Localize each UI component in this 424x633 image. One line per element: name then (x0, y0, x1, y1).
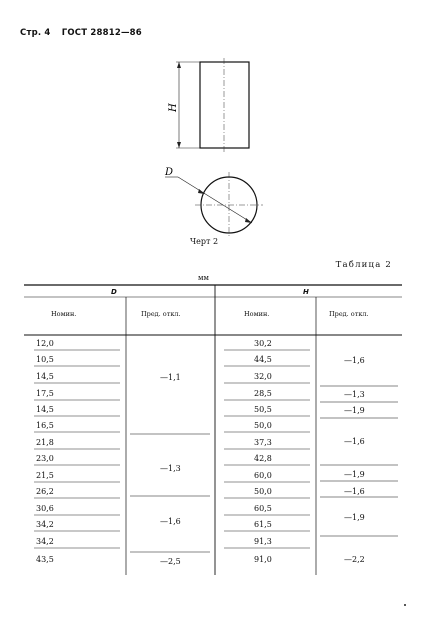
d-value: 34,2 (36, 520, 54, 529)
d-value: 12,0 (36, 339, 54, 348)
group-header-d: D (111, 288, 117, 296)
h-tolerance: —1,6 (344, 437, 365, 446)
d-value: 14,5 (36, 405, 54, 414)
h-value: 91,3 (254, 537, 272, 546)
d-value: 26,2 (36, 487, 54, 496)
col-header-tol-d: Пред. откл. (141, 310, 181, 318)
d-tolerance: —1,6 (160, 517, 181, 526)
h-tolerance: —2,2 (344, 555, 365, 564)
d-value: 21,5 (36, 471, 54, 480)
h-value: 91,0 (254, 555, 272, 564)
h-value: 37,3 (254, 438, 272, 447)
h-value: 32,0 (254, 372, 272, 381)
h-value: 42,8 (254, 454, 272, 463)
col-header-nom-h: Номин. (244, 310, 270, 318)
h-tolerance: —1,6 (344, 487, 365, 496)
d-tolerance: —1,3 (160, 464, 181, 473)
h-value: 30,2 (254, 339, 272, 348)
d-value: 17,5 (36, 389, 54, 398)
h-tolerance: —1,3 (344, 390, 365, 399)
col-header-nom-d: Номин. (51, 310, 77, 318)
d-tolerance: —2,5 (160, 557, 181, 566)
h-value: 28,5 (254, 389, 272, 398)
d-value: 16,5 (36, 421, 54, 430)
h-tolerance: —1,9 (344, 470, 365, 479)
d-value: 14,5 (36, 372, 54, 381)
dimension-label-d: D (165, 167, 174, 178)
h-value: 60,0 (254, 471, 272, 480)
d-value: 34,2 (36, 537, 54, 546)
table-title: Таблица 2 (335, 260, 392, 270)
h-value: 61,5 (254, 520, 272, 529)
h-tolerance: —1,9 (344, 513, 365, 522)
h-value: 44,5 (254, 355, 272, 364)
h-value: 50,5 (254, 405, 272, 414)
d-value: 10,5 (36, 355, 54, 364)
page-number: Стр. 4 (20, 28, 51, 38)
figure-caption: Черт 2 (190, 237, 219, 246)
col-header-tol-h: Пред. откл. (329, 310, 369, 318)
standard-code: ГОСТ 28812—86 (61, 28, 142, 38)
print-speck (404, 604, 406, 606)
h-value: 50,0 (254, 487, 272, 496)
h-tolerance: —1,9 (344, 406, 365, 415)
table-unit: мм (198, 274, 209, 282)
group-header-h: H (303, 288, 309, 296)
dimension-label-h: Н (168, 103, 179, 112)
d-value: 23,0 (36, 454, 54, 463)
h-value: 60,5 (254, 504, 272, 513)
d-tolerance: —1,1 (160, 373, 181, 382)
d-value: 43,5 (36, 555, 54, 564)
h-tolerance: —1,6 (344, 356, 365, 365)
d-value: 21,8 (36, 438, 54, 447)
d-value: 30,6 (36, 504, 54, 513)
h-value: 50,0 (254, 421, 272, 430)
